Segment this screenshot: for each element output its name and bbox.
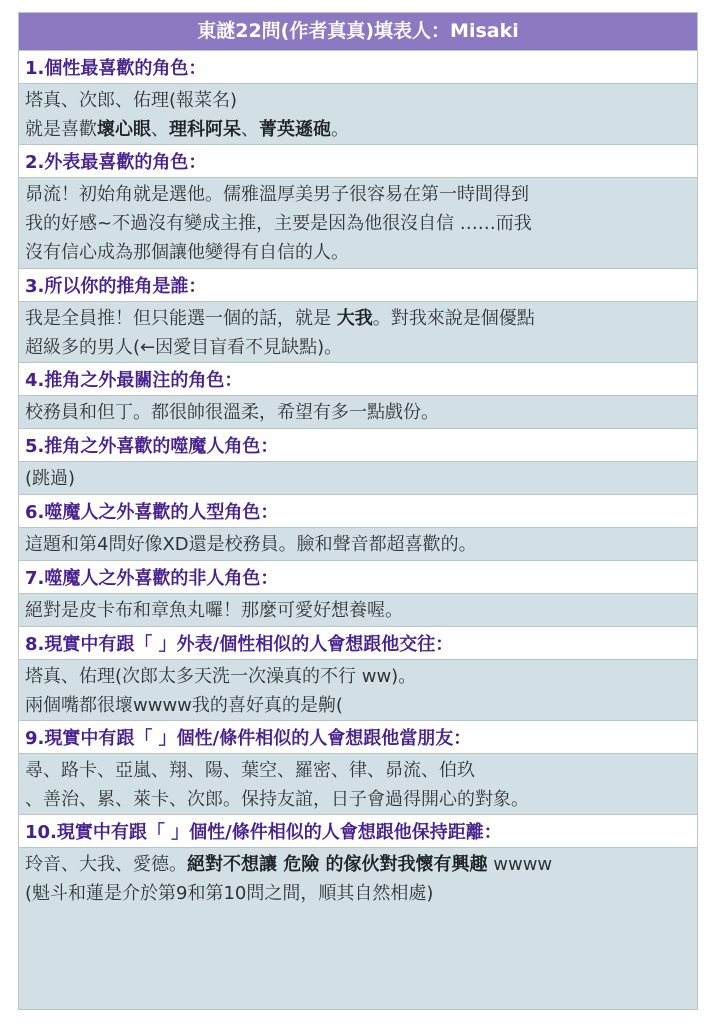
question-3: 3.所以你的推角是誰： bbox=[19, 269, 697, 302]
answer-8 bbox=[19, 660, 697, 721]
question-1: 1.個性最喜歡的角色： bbox=[19, 51, 697, 84]
answer-line bbox=[25, 304, 691, 333]
qa-list bbox=[19, 51, 697, 1010]
question-5: 5.推角之外喜歡的噬魔人角色： bbox=[19, 429, 697, 462]
answer-text: 沒有信心成為那個讓他變得有自信的人。 bbox=[25, 242, 349, 263]
answer-5 bbox=[19, 462, 697, 495]
answer-text: 尋、路卡、亞嵐、翔、陽、葉空、羅密、律、昴流、伯玖 bbox=[25, 760, 475, 781]
answer-line bbox=[25, 464, 691, 493]
answer-text: 、 bbox=[241, 119, 259, 140]
answer-text: 絕對是皮卡布和章魚丸囉！那麼可愛好想養喔。 bbox=[25, 600, 403, 621]
questionnaire-sheet bbox=[18, 12, 698, 1010]
answer-2 bbox=[19, 178, 697, 269]
question-7: 7.噬魔人之外喜歡的非人角色： bbox=[19, 561, 697, 594]
sheet-title: 東謎22問(作者真真)填表人：Misaki bbox=[19, 13, 697, 51]
answer-text: 校務員和但丁。都很帥很溫柔，希望有多一點戲份。 bbox=[25, 402, 439, 423]
answer-text: 塔真、佑理(次郎太多天洗一次澡真的不行 ww)。 bbox=[25, 666, 417, 687]
answer-line bbox=[25, 209, 691, 238]
answer-line bbox=[25, 691, 691, 720]
question-6: 6.噬魔人之外喜歡的人型角色： bbox=[19, 495, 697, 528]
answer-6 bbox=[19, 528, 697, 561]
answer-line bbox=[25, 238, 691, 267]
answer-line bbox=[25, 596, 691, 625]
answer-line bbox=[25, 180, 691, 209]
answer-text: 我是全員推！但只能選一個的話，就是 bbox=[25, 308, 337, 329]
answer-9 bbox=[19, 754, 697, 815]
emphasis-text: 大我 bbox=[336, 308, 373, 329]
answer-text: (跳過) bbox=[25, 468, 76, 489]
answer-text: 、善治、累、萊卡、次郎。保持友誼，日子會過得開心的對象。 bbox=[25, 789, 529, 810]
answer-4 bbox=[19, 396, 697, 429]
answer-line bbox=[25, 662, 691, 691]
answer-text: (魁斗和蓮是介於第9和第10問之間，順其自然相處) bbox=[25, 883, 434, 904]
answer-line bbox=[25, 850, 691, 879]
answer-text: 塔真、次郎、佑理(報菜名) bbox=[25, 90, 238, 111]
answer-text: 這題和第4問好像XD還是校務員。臉和聲音都超喜歡的。 bbox=[25, 534, 477, 555]
answer-text: 、 bbox=[151, 119, 169, 140]
emphasis-text: 菁英遜砲 bbox=[259, 119, 331, 140]
emphasis-text: 理科阿呆 bbox=[169, 119, 241, 140]
answer-line bbox=[25, 756, 691, 785]
answer-text: 兩個嘴都很壞wwww我的喜好真的是齁( bbox=[25, 695, 343, 716]
question-9: 9.現實中有跟「 」個性/條件相似的人會想跟他當朋友： bbox=[19, 721, 697, 754]
question-10: 10.現實中有跟「 」個性/條件相似的人會想跟他保持距離： bbox=[19, 815, 697, 848]
answer-text: wwww bbox=[487, 854, 553, 875]
answer-text: 昴流！初始角就是選他。儒雅溫厚美男子很容易在第一時間得到 bbox=[25, 184, 529, 205]
answer-7 bbox=[19, 594, 697, 627]
answer-text: 。對我來說是個優點 bbox=[372, 308, 535, 329]
answer-line bbox=[25, 785, 691, 814]
answer-line bbox=[25, 879, 691, 908]
answer-line bbox=[25, 530, 691, 559]
question-2: 2.外表最喜歡的角色： bbox=[19, 145, 697, 178]
answer-text: 。 bbox=[331, 119, 349, 140]
emphasis-text: 絕對不想讓 危險 的傢伙對我懷有興趣 bbox=[187, 854, 488, 875]
answer-line bbox=[25, 333, 691, 362]
answer-line bbox=[25, 115, 691, 144]
answer-text: 就是喜歡 bbox=[25, 119, 97, 140]
answer-1 bbox=[19, 84, 697, 145]
answer-text: 玲音、大我、愛德。 bbox=[25, 854, 187, 875]
question-8: 8.現實中有跟「 」外表/個性相似的人會想跟他交往： bbox=[19, 627, 697, 660]
answer-line bbox=[25, 398, 691, 427]
answer-3 bbox=[19, 302, 697, 363]
question-4: 4.推角之外最關注的角色： bbox=[19, 363, 697, 396]
answer-text: 我的好感~不過沒有變成主推，主要是因為他很沒自信 ……而我 bbox=[25, 213, 532, 234]
answer-10 bbox=[19, 848, 697, 1010]
emphasis-text: 壞心眼 bbox=[97, 119, 151, 140]
answer-text: 超級多的男人(←因愛目盲看不見缺點)。 bbox=[25, 337, 343, 358]
answer-line bbox=[25, 86, 691, 115]
